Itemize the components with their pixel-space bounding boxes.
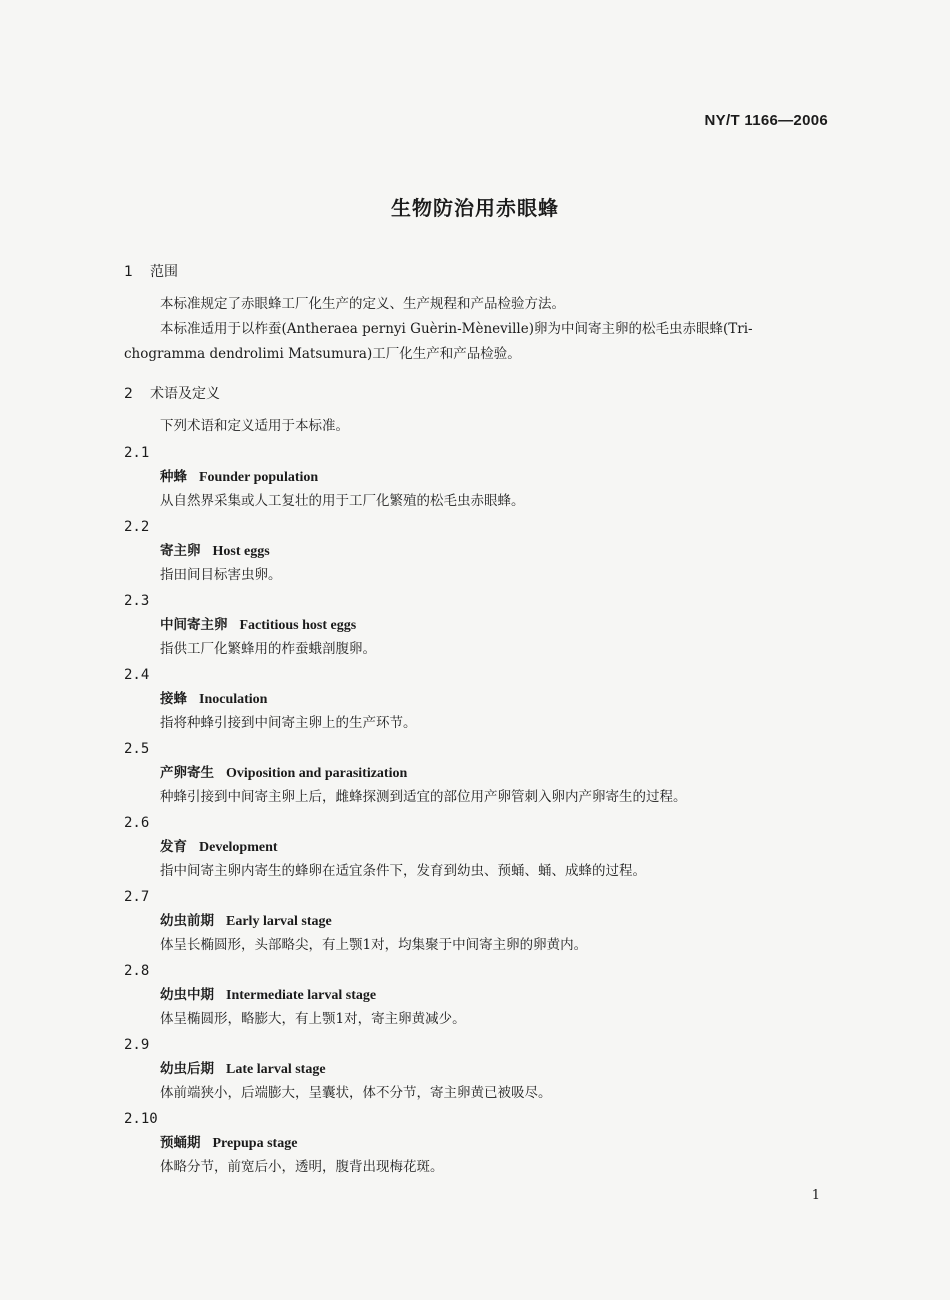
page-number: 1 bbox=[811, 1188, 820, 1203]
terms-intro: 下列术语和定义适用于本标准。 bbox=[160, 418, 349, 434]
section-title: 范围 bbox=[150, 264, 178, 280]
term-number: 2.10 bbox=[124, 1111, 158, 1127]
term-definition: 指将种蜂引接到中间寄主卵上的生产环节。 bbox=[160, 715, 417, 731]
term-heading bbox=[124, 835, 824, 859]
section-title: 术语及定义 bbox=[150, 386, 220, 402]
document-body bbox=[124, 262, 824, 1179]
term-heading bbox=[124, 761, 824, 785]
term-heading bbox=[124, 465, 824, 489]
term-zh: 幼虫前期 bbox=[160, 913, 214, 929]
term-number: 2.7 bbox=[124, 889, 150, 905]
term-number: 2.4 bbox=[124, 667, 150, 683]
term-definition: 指中间寄主卵内寄生的蜂卵在适宜条件下，发育到幼虫、预蛹、蛹、成蜂的过程。 bbox=[160, 863, 646, 879]
scope-paragraph-2-cont: chogramma dendrolimi Matsumura)工厂化生产和产品检验。 bbox=[124, 346, 521, 362]
term-entry bbox=[124, 1033, 824, 1105]
term-heading bbox=[124, 687, 824, 711]
section-heading-terms bbox=[124, 384, 824, 404]
section-number: 2 bbox=[124, 386, 133, 402]
term-entry bbox=[124, 663, 824, 735]
term-heading bbox=[124, 1131, 824, 1155]
term-heading bbox=[124, 539, 824, 563]
term-number: 2.3 bbox=[124, 593, 150, 609]
term-en: Prepupa stage bbox=[212, 1136, 298, 1151]
term-zh: 中间寄主卵 bbox=[160, 617, 228, 633]
term-entry bbox=[124, 959, 824, 1031]
term-definition: 体呈椭圆形，略膨大，有上颚1对，寄主卵黄减少。 bbox=[160, 1011, 466, 1027]
term-zh: 接蜂 bbox=[160, 691, 187, 707]
term-number: 2.9 bbox=[124, 1037, 150, 1053]
document-title: 生物防治用赤眼蜂 bbox=[391, 196, 559, 220]
term-en: Founder population bbox=[199, 470, 319, 485]
term-definition: 体前端狭小，后端膨大，呈囊状，体不分节，寄主卵黄已被吸尽。 bbox=[160, 1085, 552, 1101]
standard-number: NY/T 1166—2006 bbox=[704, 112, 828, 129]
term-zh: 发育 bbox=[160, 839, 187, 855]
term-definition: 种蜂引接到中间寄主卵上后，雌蜂探测到适宜的部位用产卵管刺入卵内产卵寄生的过程。 bbox=[160, 789, 687, 805]
term-heading bbox=[124, 1057, 824, 1081]
term-en: Factitious host eggs bbox=[239, 618, 357, 633]
term-number: 2.2 bbox=[124, 519, 150, 535]
term-zh: 幼虫后期 bbox=[160, 1061, 214, 1077]
scope-paragraph-1: 本标准规定了赤眼蜂工厂化生产的定义、生产规程和产品检验方法。 bbox=[160, 296, 565, 312]
term-definition: 体略分节，前宽后小，透明，腹背出现梅花斑。 bbox=[160, 1159, 444, 1175]
term-zh: 幼虫中期 bbox=[160, 987, 214, 1003]
term-en: Inoculation bbox=[199, 692, 268, 707]
term-entry bbox=[124, 589, 824, 661]
scope-paragraph-2: 本标准适用于以柞蚕(Antheraea pernyi Guèrin-Mèneville)卵为中间寄主卵的松毛虫赤眼蜂(Tri- bbox=[160, 321, 753, 337]
term-heading bbox=[124, 909, 824, 933]
term-entry bbox=[124, 885, 824, 957]
term-zh: 预蛹期 bbox=[160, 1135, 201, 1151]
term-entry bbox=[124, 1107, 824, 1179]
term-list bbox=[124, 441, 824, 1179]
section-heading-scope bbox=[124, 262, 824, 282]
term-en: Early larval stage bbox=[226, 914, 332, 929]
term-definition: 指供工厂化繁蜂用的柞蚕蛾剖腹卵。 bbox=[160, 641, 376, 657]
term-en: Intermediate larval stage bbox=[226, 988, 377, 1003]
term-definition: 体呈长椭圆形，头部略尖，有上颚1对，均集聚于中间寄主卵的卵黄内。 bbox=[160, 937, 588, 953]
term-number: 2.5 bbox=[124, 741, 150, 757]
term-entry bbox=[124, 811, 824, 883]
term-en: Oviposition and parasitization bbox=[226, 766, 408, 781]
term-zh: 寄主卵 bbox=[160, 543, 201, 559]
term-number: 2.6 bbox=[124, 815, 150, 831]
term-heading bbox=[124, 983, 824, 1007]
section-number: 1 bbox=[124, 264, 133, 280]
term-entry bbox=[124, 737, 824, 809]
term-definition: 从自然界采集或人工复壮的用于工厂化繁殖的松毛虫赤眼蜂。 bbox=[160, 493, 525, 509]
term-entry bbox=[124, 441, 824, 513]
term-en: Host eggs bbox=[212, 544, 270, 559]
term-en: Development bbox=[199, 840, 278, 855]
term-zh: 种蜂 bbox=[160, 469, 187, 485]
term-definition: 指田间目标害虫卵。 bbox=[160, 567, 282, 583]
term-en: Late larval stage bbox=[226, 1062, 326, 1077]
term-number: 2.8 bbox=[124, 963, 150, 979]
term-number: 2.1 bbox=[124, 445, 150, 461]
term-entry bbox=[124, 515, 824, 587]
term-heading bbox=[124, 613, 824, 637]
term-zh: 产卵寄生 bbox=[160, 765, 214, 781]
